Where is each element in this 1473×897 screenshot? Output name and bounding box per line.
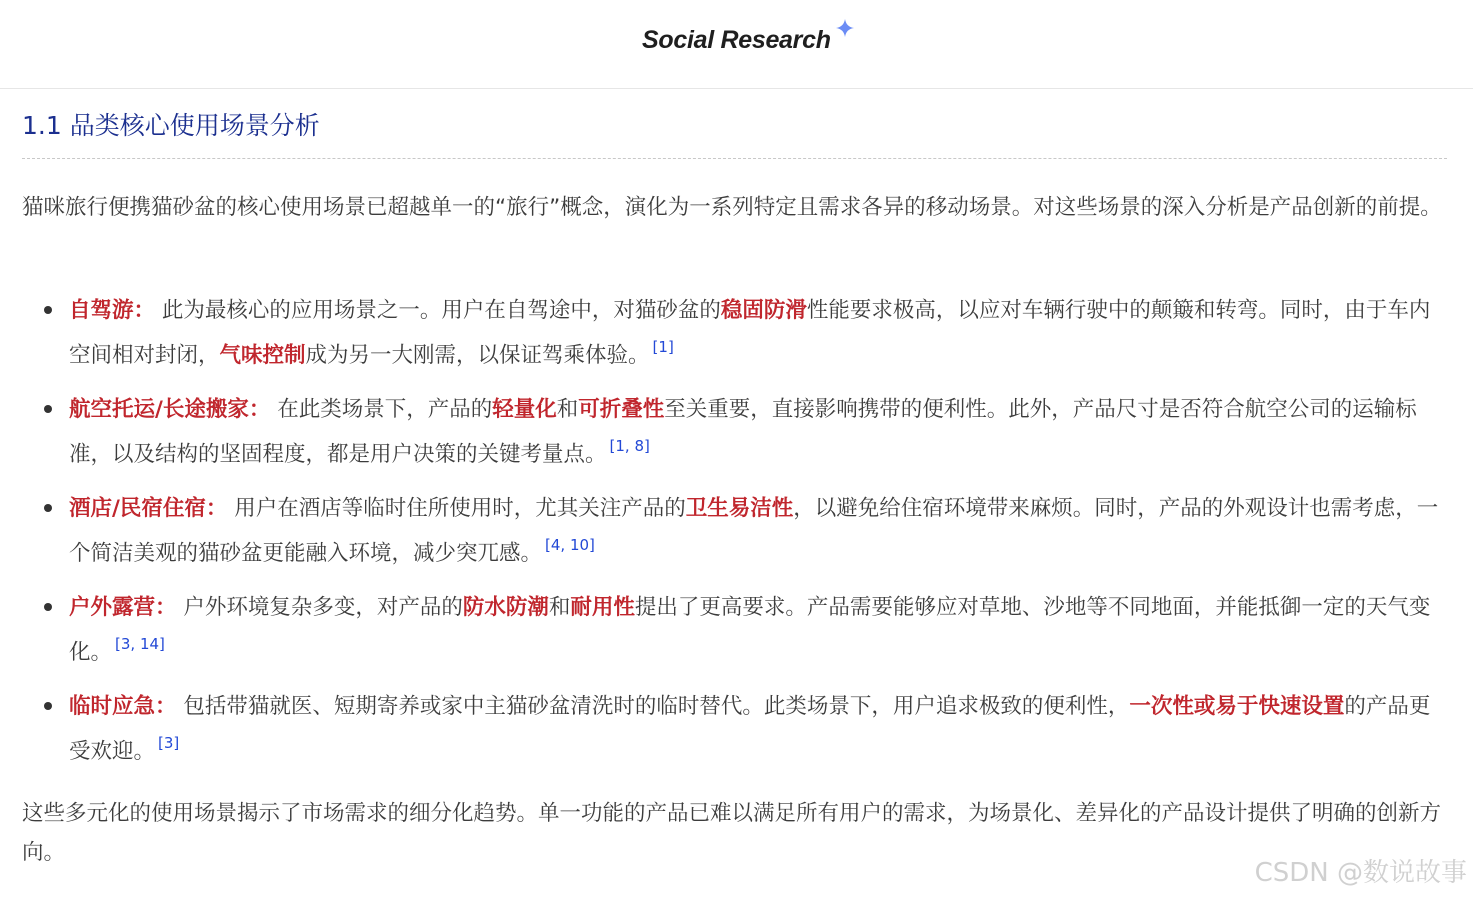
- citation-link[interactable]: [1]: [652, 338, 674, 356]
- scenario-text: 用户在酒店等临时住所使用时，尤其关注产品的: [227, 496, 686, 521]
- scenario-text: 包括带猫就医、短期寄养或家中主猫砂盆清洗时的临时替代。此类场景下，用户追求极致的便利性，: [176, 694, 1130, 719]
- scenario-text: 和: [548, 595, 571, 620]
- scenario-term: 酒店/民宿住宿：: [69, 496, 228, 521]
- bullet-icon: [44, 405, 52, 413]
- top-bar: [0, 0, 1473, 89]
- scenario-text: 户外环境复杂多变，对产品的: [176, 595, 463, 620]
- scenario-text: 在此类场景下，产品的: [270, 397, 493, 422]
- scenario-highlight: 防水防潮: [462, 595, 549, 620]
- scenario-term: 临时应急：: [69, 694, 177, 719]
- bullet-icon: [44, 306, 52, 314]
- section-title: 1.1 品类核心使用场景分析: [22, 111, 320, 140]
- bullet-icon: [44, 702, 52, 710]
- scenario-text: 性能要求极高，以应对车辆行驶中的颠簸和转弯。同时，由于车内空间相对封闭，: [69, 298, 1431, 368]
- citation-link[interactable]: [4, 10]: [545, 536, 595, 554]
- scenario-highlight: 可折叠性: [578, 397, 665, 422]
- scenario-text: 至关重要，直接影响携带的便利性。此外，产品尺寸是否符合航空公司的运输标准，以及结构的坚固程度，都是用户决策的关键考量点。: [69, 397, 1417, 467]
- scenario-highlight: 气味控制: [219, 343, 306, 368]
- scenario-highlight: 卫生易洁性: [685, 496, 794, 521]
- citation-link[interactable]: [3, 14]: [115, 635, 165, 653]
- scenario-term: 户外露营：: [69, 595, 177, 620]
- scenario-list: [0, 288, 1450, 783]
- list-item: [0, 387, 1450, 477]
- scenario-term: 航空托运/长途搬家：: [69, 397, 271, 422]
- scenario-text: 此为最核心的应用场景之一。用户在自驾途中，对猫砂盆的: [155, 298, 721, 323]
- citation-link[interactable]: [3]: [158, 734, 180, 752]
- scenario-highlight: 一次性或易于快速设置: [1129, 694, 1345, 719]
- list-item: [0, 288, 1450, 378]
- list-item: [0, 585, 1450, 675]
- scenario-highlight: 耐用性: [570, 595, 635, 620]
- scenario-text: 的产品更受欢迎。: [69, 694, 1431, 764]
- scenario-term: 自驾游：: [69, 298, 156, 323]
- list-item: [0, 486, 1450, 576]
- scenario-text: 提出了更高要求。产品需要能够应对草地、沙地等不同地面，并能抵御一定的天气变化。: [69, 595, 1431, 665]
- scenario-highlight: 稳固防滑: [720, 298, 807, 323]
- section-divider: [22, 158, 1447, 159]
- watermark: CSDN @数说故事: [1254, 858, 1467, 888]
- intro-paragraph: 猫咪旅行便携猫砂盆的核心使用场景已超越单一的“旅行”概念，演化为一系列特定且需求各异的移动场景。对这些场景的深入分析是产品创新的前提。: [22, 195, 1442, 220]
- conclusion-paragraph: 这些多元化的使用场景揭示了市场需求的细分化趋势。单一功能的产品已难以满足所有用户的需求，为场景化、差异化的产品设计提供了明确的创新方向。: [22, 801, 1442, 865]
- scenario-text: 成为另一大刚需，以保证驾乘体验。: [305, 343, 650, 368]
- scenario-text: 和: [556, 397, 579, 422]
- scenario-highlight: 轻量化: [492, 397, 557, 422]
- bullet-icon: [44, 504, 52, 512]
- sparkle-icon: [836, 19, 854, 37]
- brand-title: Social Research: [642, 26, 831, 54]
- list-item: [0, 684, 1450, 774]
- citation-link[interactable]: [1, 8]: [609, 437, 650, 455]
- bullet-icon: [44, 603, 52, 611]
- scenario-text: ，以避免给住宿环境带来麻烦。同时，产品的外观设计也需考虑，一个简洁美观的猫砂盆更能融入环境，减少突兀感。: [69, 496, 1439, 566]
